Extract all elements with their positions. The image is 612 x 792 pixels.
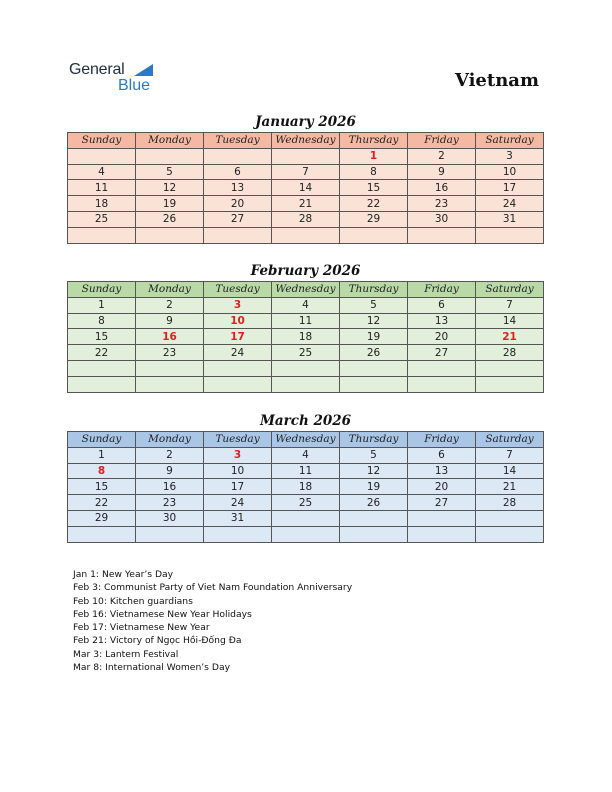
empty-day-cell	[476, 227, 544, 243]
day-cell: 29	[68, 510, 136, 526]
weekday-header: Saturday	[476, 432, 544, 448]
month-title: March 2026	[259, 413, 352, 429]
empty-day-cell	[136, 376, 204, 392]
day-cell: 6	[408, 297, 476, 313]
empty-day-cell	[408, 376, 476, 392]
day-cell: 13	[204, 180, 272, 196]
day-cell: 28	[476, 495, 544, 511]
day-cell: 4	[272, 297, 340, 313]
month-title: February 2026	[250, 263, 361, 279]
holiday-item: Mar 3: Lantern Festival	[73, 648, 179, 660]
empty-day-cell	[272, 376, 340, 392]
day-cell: 30	[136, 510, 204, 526]
day-cell: 27	[204, 211, 272, 227]
month-calendar-march	[67, 411, 544, 543]
month-calendar-january	[67, 112, 544, 244]
day-cell: 27	[408, 345, 476, 361]
empty-day-cell	[136, 526, 204, 542]
weekday-header: Friday	[408, 432, 476, 448]
empty-day-cell	[68, 227, 136, 243]
week-row	[68, 148, 544, 164]
week-row	[68, 196, 544, 212]
day-cell: 11	[68, 180, 136, 196]
month-calendar-february	[67, 261, 544, 393]
day-cell: 19	[136, 196, 204, 212]
week-row	[68, 495, 544, 511]
empty-day-cell	[476, 360, 544, 376]
day-cell: 15	[340, 180, 408, 196]
week-row	[68, 376, 544, 392]
holiday-item: Feb 16: Vietnamese New Year Holidays	[73, 608, 252, 620]
empty-day-cell	[204, 526, 272, 542]
logo-triangle-icon	[134, 64, 153, 76]
day-cell: 12	[340, 463, 408, 479]
week-row	[68, 345, 544, 361]
day-cell: 3	[204, 297, 272, 313]
day-cell: 16	[136, 479, 204, 495]
day-cell: 22	[68, 495, 136, 511]
logo-text-general: General	[69, 61, 125, 78]
week-row	[68, 447, 544, 463]
logo-text-blue: Blue	[118, 77, 151, 94]
generalblue-logo	[69, 61, 169, 95]
empty-day-cell	[340, 376, 408, 392]
empty-day-cell	[476, 376, 544, 392]
day-cell: 31	[204, 510, 272, 526]
day-cell: 12	[340, 313, 408, 329]
day-cell: 16	[136, 329, 204, 345]
empty-day-cell	[340, 227, 408, 243]
day-cell: 14	[476, 313, 544, 329]
day-cell: 13	[408, 313, 476, 329]
weekday-header: Tuesday	[204, 133, 272, 149]
day-cell: 23	[136, 495, 204, 511]
day-cell: 11	[272, 313, 340, 329]
weekday-header: Thursday	[340, 133, 408, 149]
day-cell: 15	[68, 479, 136, 495]
weekday-header-row	[68, 133, 544, 149]
weekday-header: Wednesday	[272, 432, 340, 448]
day-cell: 4	[272, 447, 340, 463]
empty-day-cell	[272, 526, 340, 542]
day-cell: 6	[204, 164, 272, 180]
empty-day-cell	[272, 360, 340, 376]
day-cell: 5	[340, 297, 408, 313]
weekday-header: Sunday	[68, 133, 136, 149]
week-row	[68, 211, 544, 227]
day-cell: 25	[68, 211, 136, 227]
day-cell: 1	[340, 148, 408, 164]
empty-day-cell	[136, 227, 204, 243]
weekday-header-row	[68, 282, 544, 298]
day-cell: 24	[204, 345, 272, 361]
weekday-header: Monday	[136, 432, 204, 448]
day-cell: 15	[68, 329, 136, 345]
empty-day-cell	[204, 148, 272, 164]
day-cell: 25	[272, 345, 340, 361]
empty-day-cell	[272, 510, 340, 526]
holiday-item: Feb 21: Victory of Ngọc Hồi-Đống Đa	[73, 635, 242, 647]
day-cell: 12	[136, 180, 204, 196]
day-cell: 13	[408, 463, 476, 479]
day-cell: 10	[204, 463, 272, 479]
weekday-header: Saturday	[476, 282, 544, 298]
month-title: January 2026	[255, 114, 356, 130]
day-cell: 21	[476, 479, 544, 495]
weekday-header: Sunday	[68, 282, 136, 298]
weekday-header: Monday	[136, 133, 204, 149]
day-cell: 18	[68, 196, 136, 212]
empty-day-cell	[204, 227, 272, 243]
empty-day-cell	[68, 360, 136, 376]
empty-day-cell	[340, 510, 408, 526]
week-row	[68, 227, 544, 243]
day-cell: 21	[476, 329, 544, 345]
day-cell: 9	[136, 313, 204, 329]
day-cell: 20	[408, 329, 476, 345]
holiday-item: Feb 3: Communist Party of Viet Nam Foundation Anniversary	[73, 582, 353, 594]
day-cell: 30	[408, 211, 476, 227]
week-row	[68, 313, 544, 329]
day-cell: 24	[476, 196, 544, 212]
empty-day-cell	[68, 376, 136, 392]
week-row	[68, 479, 544, 495]
day-cell: 10	[476, 164, 544, 180]
day-cell: 6	[408, 447, 476, 463]
empty-day-cell	[136, 148, 204, 164]
week-row	[68, 463, 544, 479]
holiday-item: Feb 17: Vietnamese New Year	[73, 622, 210, 634]
empty-day-cell	[408, 510, 476, 526]
empty-day-cell	[136, 360, 204, 376]
empty-day-cell	[408, 360, 476, 376]
empty-day-cell	[340, 360, 408, 376]
day-cell: 9	[136, 463, 204, 479]
empty-day-cell	[272, 148, 340, 164]
weekday-header: Monday	[136, 282, 204, 298]
day-cell: 2	[136, 297, 204, 313]
weekday-header: Friday	[408, 282, 476, 298]
weekday-header-row	[68, 432, 544, 448]
day-cell: 7	[476, 297, 544, 313]
day-cell: 1	[68, 297, 136, 313]
day-cell: 14	[272, 180, 340, 196]
weekday-header: Wednesday	[272, 133, 340, 149]
week-row	[68, 510, 544, 526]
weekday-header: Saturday	[476, 133, 544, 149]
day-cell: 25	[272, 495, 340, 511]
empty-day-cell	[204, 360, 272, 376]
day-cell: 22	[68, 345, 136, 361]
day-cell: 26	[340, 495, 408, 511]
day-cell: 19	[340, 479, 408, 495]
day-cell: 3	[476, 148, 544, 164]
day-cell: 7	[476, 447, 544, 463]
weekday-header: Tuesday	[204, 432, 272, 448]
day-cell: 16	[408, 180, 476, 196]
weekday-header: Friday	[408, 133, 476, 149]
day-cell: 9	[408, 164, 476, 180]
calendar-table	[67, 132, 544, 244]
day-cell: 24	[204, 495, 272, 511]
day-cell: 17	[204, 329, 272, 345]
day-cell: 17	[476, 180, 544, 196]
day-cell: 4	[68, 164, 136, 180]
day-cell: 26	[340, 345, 408, 361]
day-cell: 2	[136, 447, 204, 463]
day-cell: 19	[340, 329, 408, 345]
day-cell: 26	[136, 211, 204, 227]
week-row	[68, 526, 544, 542]
day-cell: 23	[408, 196, 476, 212]
day-cell: 5	[136, 164, 204, 180]
day-cell: 7	[272, 164, 340, 180]
empty-day-cell	[340, 526, 408, 542]
weekday-header: Tuesday	[204, 282, 272, 298]
day-cell: 18	[272, 329, 340, 345]
day-cell: 3	[204, 447, 272, 463]
weekday-header: Thursday	[340, 282, 408, 298]
weekday-header: Wednesday	[272, 282, 340, 298]
empty-day-cell	[408, 526, 476, 542]
day-cell: 23	[136, 345, 204, 361]
day-cell: 31	[476, 211, 544, 227]
empty-day-cell	[476, 510, 544, 526]
day-cell: 20	[408, 479, 476, 495]
day-cell: 17	[204, 479, 272, 495]
day-cell: 11	[272, 463, 340, 479]
day-cell: 29	[340, 211, 408, 227]
day-cell: 1	[68, 447, 136, 463]
day-cell: 28	[476, 345, 544, 361]
empty-day-cell	[272, 227, 340, 243]
day-cell: 8	[68, 463, 136, 479]
weekday-header: Sunday	[68, 432, 136, 448]
week-row	[68, 360, 544, 376]
weekday-header: Thursday	[340, 432, 408, 448]
empty-day-cell	[68, 526, 136, 542]
empty-day-cell	[476, 526, 544, 542]
day-cell: 8	[340, 164, 408, 180]
holiday-item: Jan 1: New Year’s Day	[73, 569, 174, 580]
empty-day-cell	[408, 227, 476, 243]
week-row	[68, 329, 544, 345]
calendar-table	[67, 281, 544, 393]
week-row	[68, 180, 544, 196]
day-cell: 28	[272, 211, 340, 227]
day-cell: 5	[340, 447, 408, 463]
calendar-table	[67, 431, 544, 543]
day-cell: 18	[272, 479, 340, 495]
week-row	[68, 297, 544, 313]
day-cell: 27	[408, 495, 476, 511]
day-cell: 8	[68, 313, 136, 329]
day-cell: 2	[408, 148, 476, 164]
day-cell: 20	[204, 196, 272, 212]
holiday-item: Feb 10: Kitchen guardians	[73, 595, 193, 607]
empty-day-cell	[68, 148, 136, 164]
day-cell: 21	[272, 196, 340, 212]
day-cell: 22	[340, 196, 408, 212]
holiday-item: Mar 8: International Women’s Day	[73, 662, 231, 674]
week-row	[68, 164, 544, 180]
day-cell: 10	[204, 313, 272, 329]
day-cell: 14	[476, 463, 544, 479]
holiday-list	[73, 568, 352, 674]
country-title: Vietnam	[454, 70, 539, 91]
empty-day-cell	[204, 376, 272, 392]
